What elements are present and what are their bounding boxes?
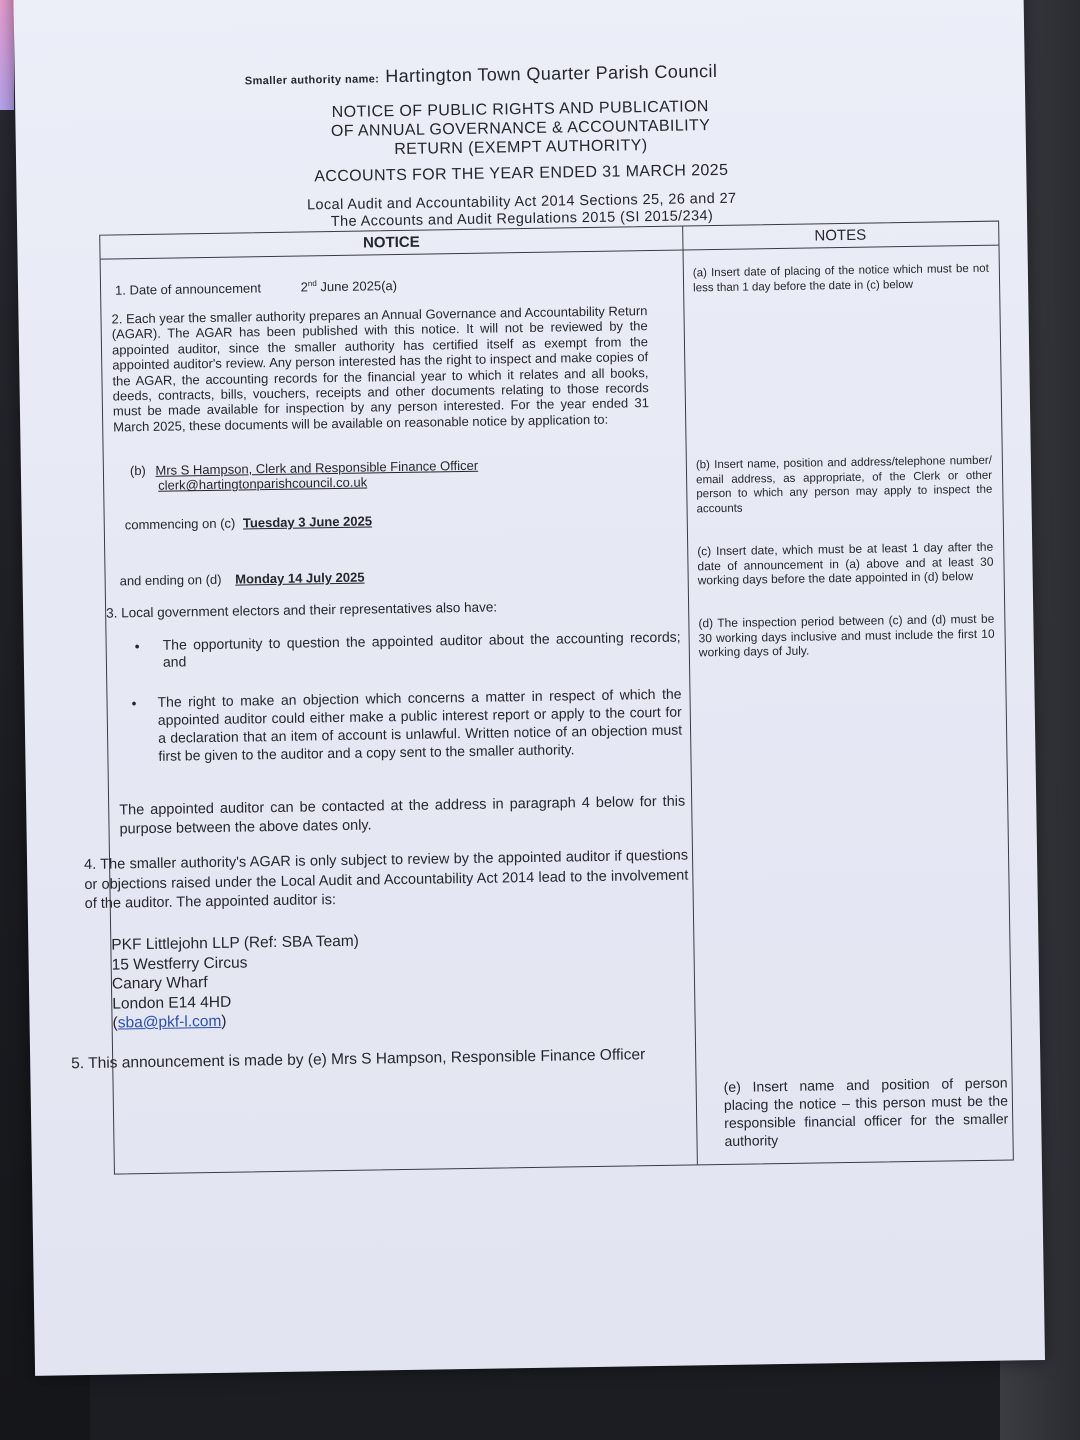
auditor-name: PKF Littlejohn LLP (Ref: SBA Team) <box>111 932 360 954</box>
contact-email-link[interactable]: clerk@hartingtonparishcouncil.co.uk <box>158 474 368 494</box>
commencing-line <box>125 509 687 533</box>
act-line-2: The Accounts and Audit Regulations 2015 (SI 2015/234) <box>330 208 714 231</box>
title-line-2: OF ANNUAL GOVERNANCE & ACCOUNTABILITY <box>330 117 711 141</box>
auditor-street: 15 Westferry Circus <box>111 953 248 974</box>
commencing-date: Tuesday 3 June 2025 <box>242 513 373 531</box>
notes-heading: NOTES <box>814 226 867 245</box>
contact-block <box>130 455 650 494</box>
contact-name: Mrs S Hampson, Clerk and Responsible Finance Officer <box>155 457 479 478</box>
title-line-3: RETURN (EXEMPT AUTHORITY) <box>394 137 648 159</box>
paragraph-2: 2. Each year the smaller authority prepares an Annual Governance and Accountability Return (AGAR). The AGAR has been published with this notice. It will not be reviewed by the appointed auditor, since the smaller authority has certified itself as exempt from the appointed auditor's review. Any person interested has the right to inspect and make copies of the AGAR, the accounting records for the financial year to which it relates and all books, deeds, contracts, bills, vouchers, receipts and other documents relating to those records must be made available for inspection by any person interested. For the year ended 31 March 2025, these documents will be available on reasonable notice by application to: <box>111 303 650 435</box>
note-e: (e) Insert name and position of person placing the notice – this person must be the responsible financial officer for the smaller authority <box>723 1074 1009 1149</box>
note-a: (a) Insert date of placing of the notice which must be not less than 1 day before the date in (c) below <box>692 262 989 294</box>
ending-label: and ending on (d) <box>119 571 222 589</box>
note-d: (d) The inspection period between (c) and (d) must be 30 working days inclusive and must include the first 10 working days of July. <box>698 611 995 660</box>
paragraph-5: 5. This announcement is made by (e) Mrs S Hampson, Responsible Finance Officer <box>71 1046 646 1073</box>
ending-date: Monday 14 July 2025 <box>235 569 365 587</box>
year-line: ACCOUNTS FOR THE YEAR ENDED 31 MARCH 2025 <box>314 161 729 186</box>
auditor-email-line: (sba@pkf-l.com) <box>112 1012 227 1032</box>
paragraph-1 <box>115 271 677 299</box>
act-line-1: Local Audit and Accountability Act 2014 Sections 25, 26 and 27 <box>306 190 737 214</box>
note-c: (c) Insert date, which must be at least 1 day after the date of announcement in (a) above and at least 30 working days before the date appointed in (d) below <box>697 539 994 588</box>
paragraph-3-contact: The appointed auditor can be contacted at the address in paragraph 4 below for this purpose between the above dates only. <box>119 793 686 838</box>
commencing-label: commencing on (c) <box>124 515 236 533</box>
column-divider <box>682 227 698 1165</box>
authority-name: Hartington Town Quarter Parish Council <box>385 60 718 87</box>
note-b: (b) Insert name, position and address/telephone number/ email address, as appropriate, of the Clerk or other person to which any person may apply to inspect the accounts <box>695 454 993 516</box>
bullet-marker: • <box>134 638 140 655</box>
auditor-city: London E14 4HD <box>112 993 232 1013</box>
paragraph-3-intro: 3. Local government electors and their representatives also have: <box>106 599 498 621</box>
bullet-1-text: The opportunity to question the appointed auditor about the accounting records; and <box>162 628 681 670</box>
notice-heading: NOTICE <box>362 233 420 252</box>
bullet-2-text: The right to make an objection which concerns a matter in respect of which the appointed auditor could either make a public interest report or apply to the court for a declaration that an item of account is unlawful. Written notice of an objection must first be given to the auditor and a copy sent to the smaller authority. <box>157 685 683 764</box>
title-line-1: NOTICE OF PUBLIC RIGHTS AND PUBLICATION <box>331 98 709 122</box>
notice-table <box>71 221 1014 1175</box>
ending-line <box>120 565 682 589</box>
notice-document <box>13 0 1045 1376</box>
paragraph-4: 4. The smaller authority's AGAR is only subject to review by the appointed auditor if questions or objections raised under the Local Audit and Accountability Act 2014 lead to the involvement of the auditor. The appointed auditor is: <box>83 847 689 913</box>
bullet-marker: • <box>131 695 137 712</box>
announcement-date: 2nd June 2025(a) <box>300 278 398 295</box>
announcement-label: 1. Date of announcement <box>114 280 262 298</box>
authority-label: Smaller authority name: <box>244 73 380 88</box>
background-accent <box>0 0 14 110</box>
contact-marker: (b) <box>129 462 146 479</box>
auditor-area: Canary Wharf <box>111 974 208 993</box>
auditor-email-link[interactable]: sba@pkf-l.com <box>117 1012 222 1032</box>
auditor-address <box>111 927 674 1033</box>
authority-line <box>245 61 718 89</box>
